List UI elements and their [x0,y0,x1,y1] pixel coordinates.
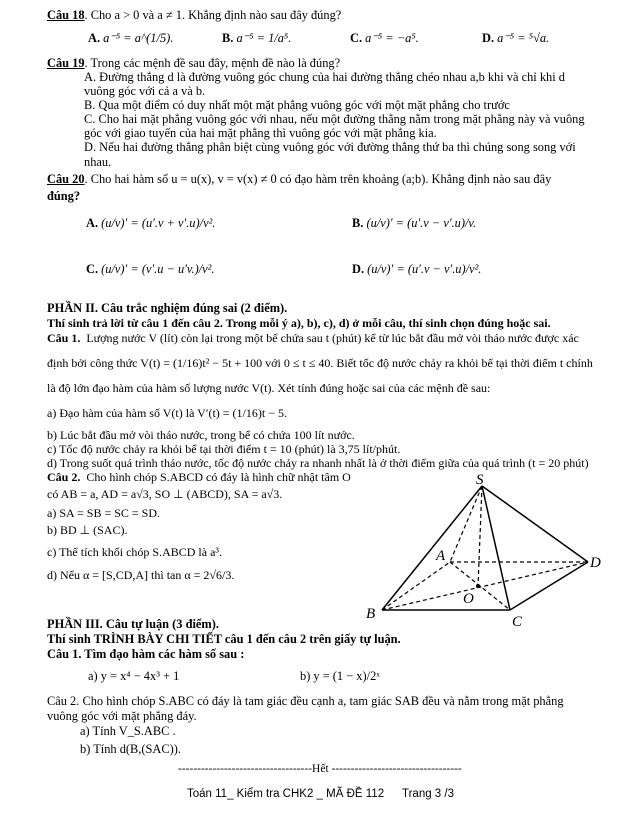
part2-title: PHẦN II. Câu trắc nghiệm đúng sai (2 điểm). [47,301,288,315]
edge-ba [382,562,450,610]
q20-option-c-letter: C. [86,262,99,276]
q20-stem-line2: đúng? [47,189,81,203]
part2-c2-item-d: d) Nếu α = [S,CD,A] thì tan α = 2√6/3. [47,568,235,582]
q20-option-a-letter: A. [86,216,99,230]
diagonal-bd [382,562,588,610]
q20-option-c-text: (u/v)′ = (v′.u − u′v.)/v². [101,262,215,276]
part2-c1-item-c: c) Tốc độ nước chảy ra khỏi bể tại thời điểm t = 10 (phút) là 3,75 lít/phút. [47,442,401,456]
q19-option-c-line1: C. Cho hai mặt phẳng vuông góc với nhau, nếu một đường thẳng nằm trong mặt phẳng này và vuông [84,112,585,126]
part2-c1-line3: là độ lớn đạo hàm của hàm số lượng nước V(t). Xét tính đúng hoặc sai của các mệnh đề sau: [47,381,491,395]
part2-c1-line2: định bởi công thức V(t) = (1/16)t² − 5t + 100 với 0 ≤ t ≤ 40. Biết tốc độ nước chảy ra khỏi bể tại thời điểm t chính [47,356,593,370]
pyramid-figure [360,470,610,630]
q18-option-a [88,30,173,46]
edge-cd [510,562,588,610]
q19-option-b: B. Qua một điểm có duy nhất một mặt phẳng vuông góc với một mặt phẳng cho trước [84,98,510,112]
part3-c2-b: b) Tính d(B,(SAC)). [80,742,181,756]
q20-stem-text: . Cho hai hàm số u = u(x), v = v(x) ≠ 0 có đạo hàm trên khoảng (a;b). Khẳng định nào sau đây [84,172,552,186]
q18-option-b-letter: B. [222,31,234,45]
part2-instructions: Thí sinh trả lời từ câu 1 đến câu 2. Trong mỗi ý a), b), c), d) ở mỗi câu, thí sinh chọn đúng hoặc sai. [47,316,551,330]
footer-page-number: Trang 3 /3 [402,788,454,800]
label-s: S [476,472,484,488]
part3-c2-a: a) Tính V_S.ABC . [80,724,176,738]
q18-option-c [350,30,419,46]
part2-c1-item-d: d) Trong suốt quá trình tháo nước, tốc độ nước chảy ra nhanh nhất là ở thời điểm giữa của quá trình (t = 20 phút) [47,456,589,470]
part3-c1-a: a) y = x⁴ − 4x³ + 1 [88,669,180,683]
q19-label: Câu 19 [47,56,85,70]
q19-option-a-line1: A. Đường thẳng d là đường vuông góc chung của hai đường thẳng chéo nhau a,b khi và chỉ khi d [84,70,565,84]
edge-sc [482,486,510,610]
q18-stem-text: . Cho a > 0 và a ≠ 1. Khẳng định nào sau đây đúng? [84,8,342,22]
edge-sd [482,486,588,562]
q18-stem [47,8,341,23]
part2-c2-line1 [47,470,351,485]
q20-stem [47,172,551,187]
edge-sa [450,486,482,562]
q18-option-a-letter: A. [88,31,101,45]
q20-label: Câu 20 [47,172,85,186]
part2-c1-line1 [47,331,579,346]
q20-option-a-text: (u/v)′ = (u′.v + v′.u)/v². [101,216,216,230]
part2-c2-line2: có AB = a, AD = a√3, SO ⊥ (ABCD), SA = a√3. [47,487,283,501]
part2-c1-text1: Lượng nước V (lít) còn lại trong một bể chứa sau t (phút) kể từ lúc bắt đầu mở vòi tháo nước được xác [86,331,579,345]
q20-option-d-letter: D. [352,262,365,276]
q20-option-b [352,216,476,231]
q20-option-d [352,262,481,277]
q18-option-d [482,30,549,46]
label-c: C [512,614,523,630]
q19-option-d-line1: D. Nếu hai đường thẳng phân biệt cùng vuông góc với đường thẳng thứ ba thì chúng song song với [84,140,576,154]
part3-instructions: Thí sinh TRÌNH BÀY CHI TIẾT câu 1 đến câu 2 trên giấy tự luận. [47,632,401,646]
q20-option-a [86,216,215,231]
q18-option-a-text: a⁻⁵ = a^(1/5). [103,31,174,45]
part3-c2-line1: Câu 2. Cho hình chóp S.ABC có đáy là tam giác đều cạnh a, tam giác SAB đều và nằm trong mặt phẳng [47,694,564,708]
q20-option-b-text: (u/v)′ = (u′.v − v′.u)/v. [366,216,477,230]
part2-c2-item-c: c) Thể tích khối chóp S.ABCD là a³. [47,545,223,559]
q20-option-d-text: (u/v)′ = (u′.v − v′.u)/v². [367,262,482,276]
part2-c1-item-b: b) Lúc bắt đầu mở vòi tháo nước, trong bể có chứa 100 lít nước. [47,428,355,442]
q19-stem [47,56,340,71]
label-a: A [436,548,446,564]
part2-c1-item-a: a) Đạo hàm của hàm số V(t) là V′(t) = (1/16)t − 5. [47,406,287,420]
part2-c2-item-a: a) SA = SB = SC = SD. [47,506,160,520]
q19-option-c-line2: góc với giao tuyến của hai mặt phẳng thì vuông góc với mặt phẳng kia. [84,126,437,140]
q18-option-c-letter: C. [350,31,363,45]
q18-label: Câu 18 [47,8,85,22]
q20-option-c [86,262,214,277]
part3-title: PHẦN III. Câu tự luận (3 điểm). [47,617,219,631]
q18-option-b-text: a⁻⁵ = 1/a⁵. [236,31,292,45]
q18-option-c-text: a⁻⁵ = −a⁵. [365,31,419,45]
label-o: O [463,591,474,607]
q19-option-d-line2: nhau. [84,155,112,169]
part2-c2-text1: Cho hình chóp S.ABCD có đáy là hình chữ nhật tâm O [86,470,351,484]
q19-option-a-line2: vuông góc với cả a và b. [84,84,206,98]
q19-stem-text: . Trong các mệnh đề sau đây, mệnh đề nào là đúng? [84,56,341,70]
label-b: B [366,606,376,622]
q18-option-d-letter: D. [482,31,495,45]
part2-c2-label: Câu 2. [47,470,81,484]
part3-c2-line2: vuông góc với mặt phẳng đáy. [47,709,197,723]
part2-c1-label: Câu 1. [47,331,81,345]
footer-exam-code: Toán 11_ Kiểm tra CHK2 _ MÃ ĐỀ 112 [187,788,385,800]
part3-c1: Câu 1. Tìm đạo hàm các hàm số sau : [47,647,245,661]
height-so [478,486,482,586]
label-d: D [590,555,601,571]
part2-c2-item-b: b) BD ⊥ (SAC). [47,523,128,537]
q18-option-d-text: a⁻⁵ = ⁵√a. [497,31,550,45]
point-o [476,584,480,588]
end-marker: -----------------------------------Hết ---------------------------------- [178,763,462,775]
q20-option-b-letter: B. [352,216,364,230]
part3-c1-b: b) y = (1 − x)/2ˣ [300,669,380,683]
q18-option-b [222,30,291,46]
